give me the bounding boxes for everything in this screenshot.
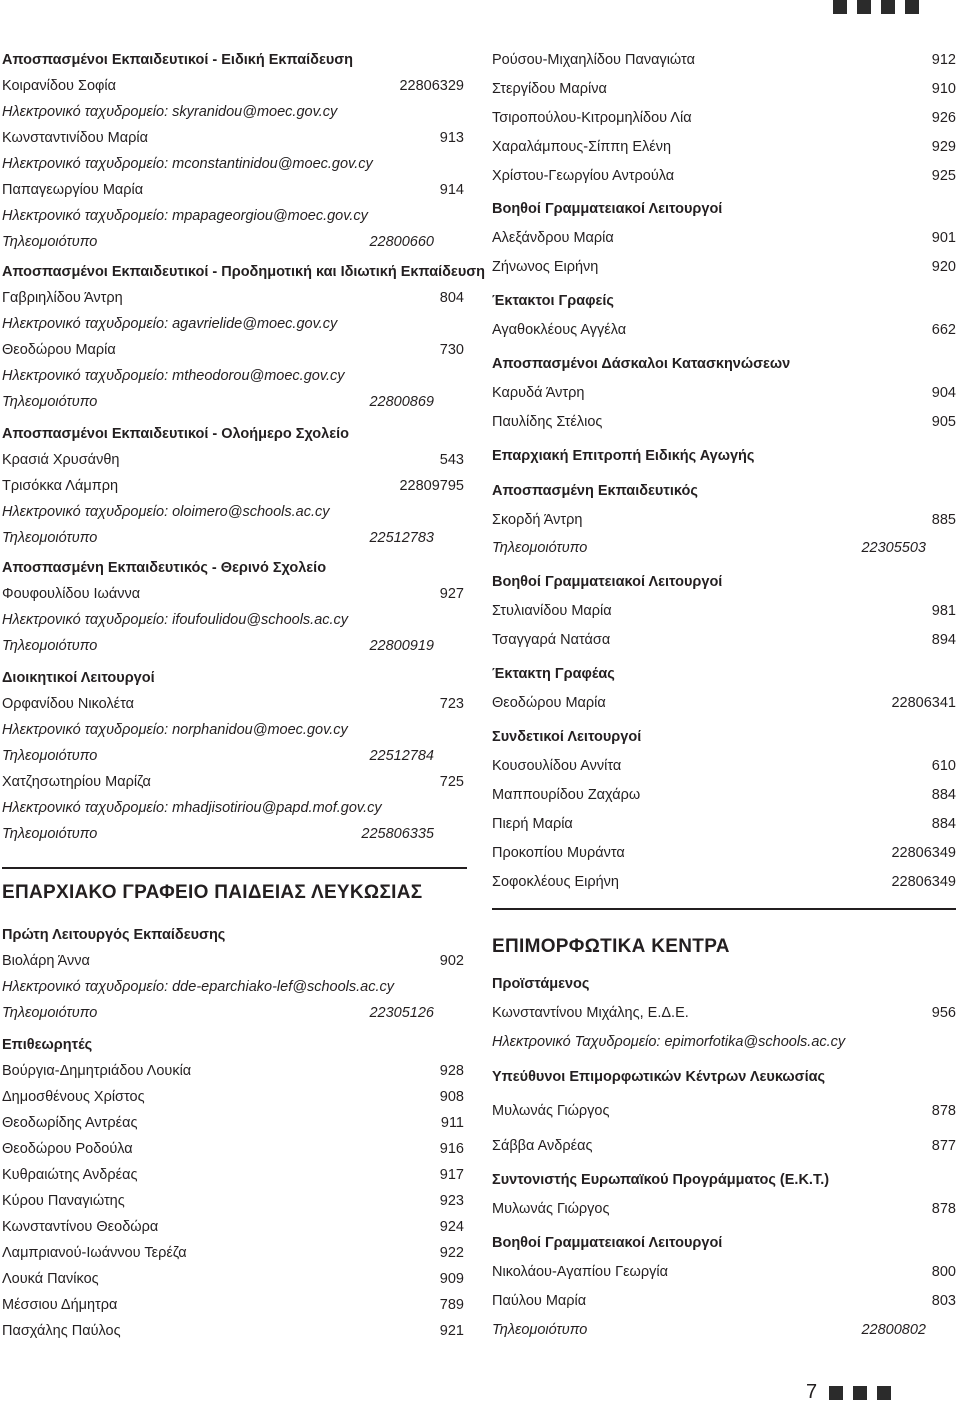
section-divider (492, 908, 956, 910)
page-number: 7 (806, 1381, 818, 1403)
contact-row (2, 1297, 464, 1321)
contact-row (2, 182, 464, 206)
contact-row (2, 452, 464, 476)
contact-row (492, 787, 956, 811)
contact-name: Ηλεκτρονικό ταχυδρομείο: mtheodorou@moec.gov.cy (2, 368, 345, 384)
contact-row (2, 1219, 464, 1243)
contact-row (2, 586, 464, 610)
contact-row (492, 816, 956, 840)
contact-row (2, 1323, 464, 1347)
contact-detail-row (2, 104, 464, 128)
contact-detail-row (2, 800, 464, 824)
right-column (492, 0, 956, 1401)
contact-name: Τηλεομοιότυπο (2, 394, 98, 410)
contact-number: 22806329 (399, 78, 464, 94)
contact-row (492, 259, 956, 283)
group-heading: Έκτακτη Γραφέας (492, 666, 615, 682)
contact-number: 878 (931, 1201, 956, 1217)
contact-name: Μαππουρίδου Ζαχάρω (492, 787, 641, 803)
contact-number: 924 (439, 1219, 464, 1235)
contact-number: 911 (440, 1115, 464, 1131)
contact-name: Τηλεομοιότυπο (492, 1322, 588, 1338)
contact-number: 884 (931, 816, 956, 832)
contact-number: 929 (931, 139, 956, 155)
group-heading: Βοηθοί Γραμματειακοί Λειτουργοί (492, 1235, 723, 1251)
contact-row (2, 696, 464, 720)
contact-name: Σοφοκλέους Ειρήνη (492, 874, 619, 890)
contact-number: 22512783 (369, 530, 434, 546)
contact-name: Ηλεκτρονικό ταχυδρομείο: oloimero@schools.ac.cy (2, 504, 330, 520)
contact-row (2, 953, 464, 977)
contact-name: Δημοσθένους Χρίστος (2, 1089, 145, 1105)
group-heading: Βοηθοί Γραμματειακοί Λειτουργοί (492, 201, 723, 217)
contact-name: Τηλεομοιότυπο (2, 748, 98, 764)
contact-number: 22800919 (369, 638, 434, 654)
contact-detail-row (2, 316, 464, 340)
contact-row (492, 322, 956, 346)
contact-number: 923 (439, 1193, 464, 1209)
group-heading: Διοικητικοί Λειτουργοί (2, 670, 155, 686)
contact-name: Στυλιανίδου Μαρία (492, 603, 612, 619)
footer-square-icon (829, 1386, 843, 1400)
contact-name: Θεοδωρίδης Αντρέας (2, 1115, 138, 1131)
contact-row (492, 1103, 956, 1127)
contact-row (492, 139, 956, 163)
contact-name: Προκοπίου Μυράντα (492, 845, 625, 861)
contact-row (2, 1245, 464, 1269)
contact-name: Τηλεομοιότυπο (2, 530, 98, 546)
contact-number: 928 (439, 1063, 464, 1079)
contact-number: 804 (439, 290, 464, 306)
contact-detail-row (2, 638, 464, 662)
contact-name: Αλεξάνδρου Μαρία (492, 230, 614, 246)
contact-name: Κοιρανίδου Σοφία (2, 78, 117, 94)
contact-name: Τσαγγαρά Νατάσα (492, 632, 611, 648)
contact-number: 920 (931, 259, 956, 275)
contact-detail-row (492, 540, 956, 564)
contact-number: 225806335 (361, 826, 434, 842)
contact-number: 922 (439, 1245, 464, 1261)
contact-name: Μυλωνάς Γιώργος (492, 1201, 610, 1217)
contact-detail-row (2, 612, 464, 636)
contact-name: Πιερή Μαρία (492, 816, 573, 832)
group-heading: Αποσπασμένη Εκπαιδευτικός - Θερινό Σχολείο (2, 560, 327, 576)
contact-number: 910 (931, 81, 956, 97)
contact-name: Ηλεκτρονικό ταχυδρομείο: skyranidou@moec.gov.cy (2, 104, 338, 120)
contact-name: Αγαθοκλέους Αγγέλα (492, 322, 627, 338)
contact-row (2, 1089, 464, 1113)
contact-name: Θεοδώρου Ροδούλα (2, 1141, 133, 1157)
contact-name: Ηλεκτρονικό ταχυδρομείο: norphanidou@moec.gov.cy (2, 722, 348, 738)
contact-name: Ρούσου-Μιχαηλίδου Παναγιώτα (492, 52, 695, 68)
contact-detail-row (2, 156, 464, 180)
contact-name: Τηλεομοιότυπο (2, 1005, 98, 1021)
contact-number: 22806349 (891, 874, 956, 890)
group-heading: Επιθεωρητές (2, 1037, 93, 1053)
contact-row (492, 758, 956, 782)
contact-name: Στεργίδου Μαρίνα (492, 81, 607, 97)
contact-row (492, 385, 956, 409)
contact-name: Λαμπριανού-Ιωάννου Τερέζα (2, 1245, 187, 1261)
footer-square-icon (853, 1386, 867, 1400)
contact-row (492, 632, 956, 656)
contact-name: Γαβριηλίδου Άντρη (2, 290, 123, 306)
contact-number: 927 (439, 586, 464, 602)
group-heading: Έκτακτοι Γραφείς (492, 293, 614, 309)
group-heading: Αποσπασμένοι Δάσκαλοι Κατασκηνώσεων (492, 356, 791, 372)
section-title: ΕΠΑΡΧΙΑΚΟ ΓΡΑΦΕΙΟ ΠΑΙΔΕΙΑΣ ΛΕΥΚΩΣΙΑΣ (2, 882, 423, 903)
contact-name: Ηλεκτρονικό ταχυδρομείο: mpapageorgiou@moec.gov.cy (2, 208, 368, 224)
contact-row (2, 290, 464, 314)
contact-number: 803 (931, 1293, 956, 1309)
group-heading: Αποσπασμένοι Εκπαιδευτικοί - Ειδική Εκπαίδευση (2, 52, 354, 68)
contact-name: Ηλεκτρονικό ταχυδρομείο: mconstantinidou@moec.gov.cy (2, 156, 373, 172)
group-heading: Επαρχιακή Επιτροπή Ειδικής Αγωγής (492, 448, 755, 464)
contact-number: 901 (931, 230, 956, 246)
contact-name: Τηλεομοιότυπο (2, 826, 98, 842)
contact-name: Παυλίδης Στέλιος (492, 414, 603, 430)
contact-number: 543 (439, 452, 464, 468)
contact-name: Σάββα Ανδρέας (492, 1138, 593, 1154)
contact-row (492, 1293, 956, 1317)
contact-number: 925 (931, 168, 956, 184)
contact-number: 917 (439, 1167, 464, 1183)
contact-row (2, 1193, 464, 1217)
contact-number: 916 (439, 1141, 464, 1157)
contact-name: Κωνσταντινίδου Μαρία (2, 130, 148, 146)
contact-number: 913 (439, 130, 464, 146)
contact-number: 22809795 (399, 478, 464, 494)
contact-detail-row (492, 1034, 956, 1058)
contact-name: Νικολάου-Αγαπίου Γεωργία (492, 1264, 668, 1280)
contact-detail-row (2, 748, 464, 772)
contact-number: 22800869 (369, 394, 434, 410)
group-heading: Αποσπασμένοι Εκπαιδευτικοί - Προδημοτική και Ιδιωτική Εκπαίδευση (2, 264, 486, 280)
contact-row (2, 774, 464, 798)
contact-name: Τρισόκκα Λάμπρη (2, 478, 119, 494)
contact-detail-row (2, 208, 464, 232)
contact-name: Ηλεκτρονικό ταχυδρομείο: ifoufoulidou@schools.ac.cy (2, 612, 349, 628)
contact-name: Ορφανίδου Νικολέτα (2, 696, 135, 712)
contact-name: Ηλεκτρονικό ταχυδρομείο: mhadjisotiriou@papd.mof.gov.cy (2, 800, 382, 816)
contact-number: 22806349 (891, 845, 956, 861)
contact-row (2, 130, 464, 154)
contact-number: 22800802 (861, 1322, 926, 1338)
contact-number: 909 (439, 1271, 464, 1287)
contact-name: Τσιροπούλου-Κιτρομηλίδου Λία (492, 110, 692, 126)
contact-detail-row (2, 722, 464, 746)
contact-number: 725 (439, 774, 464, 790)
contact-name: Κρασιά Χρυσάνθη (2, 452, 120, 468)
contact-number: 914 (439, 182, 464, 198)
contact-number: 730 (439, 342, 464, 358)
contact-row (492, 230, 956, 254)
contact-name: Πασχάλης Παύλος (2, 1323, 121, 1339)
contact-row (492, 512, 956, 536)
contact-number: 894 (931, 632, 956, 648)
contact-number: 22800660 (369, 234, 434, 250)
contact-detail-row (2, 504, 464, 528)
contact-number: 723 (439, 696, 464, 712)
contact-name: Βούργια-Δημητριάδου Λουκία (2, 1063, 192, 1079)
contact-number: 610 (931, 758, 956, 774)
contact-name: Λουκά Πανίκος (2, 1271, 99, 1287)
group-heading: Συντονιστής Ευρωπαϊκού Προγράμματος (Ε.Κ.Τ.) (492, 1172, 830, 1188)
contact-row (492, 414, 956, 438)
contact-number: 956 (931, 1005, 956, 1021)
contact-row (2, 1167, 464, 1191)
contact-name: Σκορδή Άντρη (492, 512, 583, 528)
contact-name: Καρυδά Άντρη (492, 385, 585, 401)
contact-detail-row (2, 530, 464, 554)
footer-square-icon (877, 1386, 891, 1400)
contact-name: Μυλωνάς Γιώργος (492, 1103, 610, 1119)
contact-row (2, 1141, 464, 1165)
contact-name: Θεοδώρου Μαρία (492, 695, 606, 711)
contact-detail-row (2, 979, 464, 1003)
contact-row (492, 81, 956, 105)
contact-number: 22806341 (891, 695, 956, 711)
contact-row (2, 342, 464, 366)
contact-number: 981 (931, 603, 956, 619)
contact-detail-row (2, 234, 464, 258)
contact-name: Κωνσταντίνου Θεοδώρα (2, 1219, 159, 1235)
group-heading: Προϊστάμενος (492, 976, 590, 992)
contact-detail-row (2, 826, 464, 850)
contact-number: 789 (439, 1297, 464, 1313)
section-divider (2, 867, 467, 869)
contact-number: 22305503 (861, 540, 926, 556)
contact-name: Τηλεομοιότυπο (492, 540, 588, 556)
contact-number: 908 (439, 1089, 464, 1105)
contact-detail-row (2, 1005, 464, 1029)
contact-number: 878 (931, 1103, 956, 1119)
contact-number: 926 (931, 110, 956, 126)
contact-number: 22512784 (369, 748, 434, 764)
contact-detail-row (2, 368, 464, 392)
contact-name: Παπαγεωργίου Μαρία (2, 182, 144, 198)
contact-name: Παύλου Μαρία (492, 1293, 587, 1309)
contact-detail-row (2, 394, 464, 418)
contact-name: Χρίστου-Γεωργίου Αντρούλα (492, 168, 675, 184)
contact-number: 912 (931, 52, 956, 68)
contact-number: 877 (931, 1138, 956, 1154)
left-column (2, 0, 486, 1401)
contact-name: Τηλεομοιότυπο (2, 638, 98, 654)
contact-name: Θεοδώρου Μαρία (2, 342, 116, 358)
contact-row (492, 695, 956, 719)
contact-row (492, 1138, 956, 1162)
contact-name: Τηλεομοιότυπο (2, 234, 98, 250)
contact-row (2, 78, 464, 102)
contact-name: Ηλεκτρονικό ταχυδρομείο: agavrielide@moec.gov.cy (2, 316, 338, 332)
contact-name: Βιολάρη Άννα (2, 953, 90, 969)
contact-row (492, 110, 956, 134)
section-title: ΕΠΙΜΟΡΦΩΤΙΚΑ ΚΕΝΤΡΑ (492, 936, 730, 957)
contact-row (492, 603, 956, 627)
contact-name: Κωνσταντίνου Μιχάλης, Ε.Δ.Ε. (492, 1005, 689, 1021)
contact-name: Ζήνωνος Ειρήνη (492, 259, 599, 275)
contact-number: 662 (931, 322, 956, 338)
contact-number: 885 (931, 512, 956, 528)
contact-number: 904 (931, 385, 956, 401)
contact-number: 22305126 (369, 1005, 434, 1021)
group-heading: Υπεύθυνοι Επιμορφωτικών Κέντρων Λευκωσίας (492, 1069, 826, 1085)
contact-name: Χατζησωτηρίου Μαρίζα (2, 774, 151, 790)
group-heading: Βοηθοί Γραμματειακοί Λειτουργοί (492, 574, 723, 590)
contact-name: Χαραλάμπους-Σίππη Ελένη (492, 139, 672, 155)
contact-name: Κύρου Παναγιώτης (2, 1193, 125, 1209)
contact-row (492, 168, 956, 192)
contact-name: Κουσουλίδου Αννίτα (492, 758, 622, 774)
contact-row (492, 1264, 956, 1288)
group-heading: Αποσπασμένοι Εκπαιδευτικοί - Ολοήμερο Σχολείο (2, 426, 349, 442)
contact-row (492, 845, 956, 869)
contact-row (2, 1271, 464, 1295)
contact-name: Μέσσιου Δήμητρα (2, 1297, 118, 1313)
contact-number: 905 (931, 414, 956, 430)
contact-detail-row (492, 1322, 956, 1346)
contact-number: 902 (439, 953, 464, 969)
contact-row (492, 52, 956, 76)
contact-name: Κυθραιώτης Ανδρέας (2, 1167, 138, 1183)
group-heading: Συνδετικοί Λειτουργοί (492, 729, 642, 745)
contact-name: Ηλεκτρονικό ταχυδρομείο: dde-eparchiako-lef@schools.ac.cy (2, 979, 394, 995)
contact-row (492, 1201, 956, 1225)
contact-row (2, 478, 464, 502)
contact-name: Ηλεκτρονικό Ταχυδρομείο: epimorfotika@schools.ac.cy (492, 1034, 846, 1050)
contact-number: 800 (931, 1264, 956, 1280)
contact-row (492, 874, 956, 898)
contact-number: 921 (439, 1323, 464, 1339)
group-heading: Πρώτη Λειτουργός Εκπαίδευσης (2, 927, 226, 943)
contact-name: Φουφουλίδου Ιωάννα (2, 586, 141, 602)
contact-row (2, 1063, 464, 1087)
contact-row (492, 1005, 956, 1029)
contact-number: 884 (931, 787, 956, 803)
group-heading: Αποσπασμένη Εκπαιδευτικός (492, 483, 698, 499)
contact-row (2, 1115, 464, 1139)
